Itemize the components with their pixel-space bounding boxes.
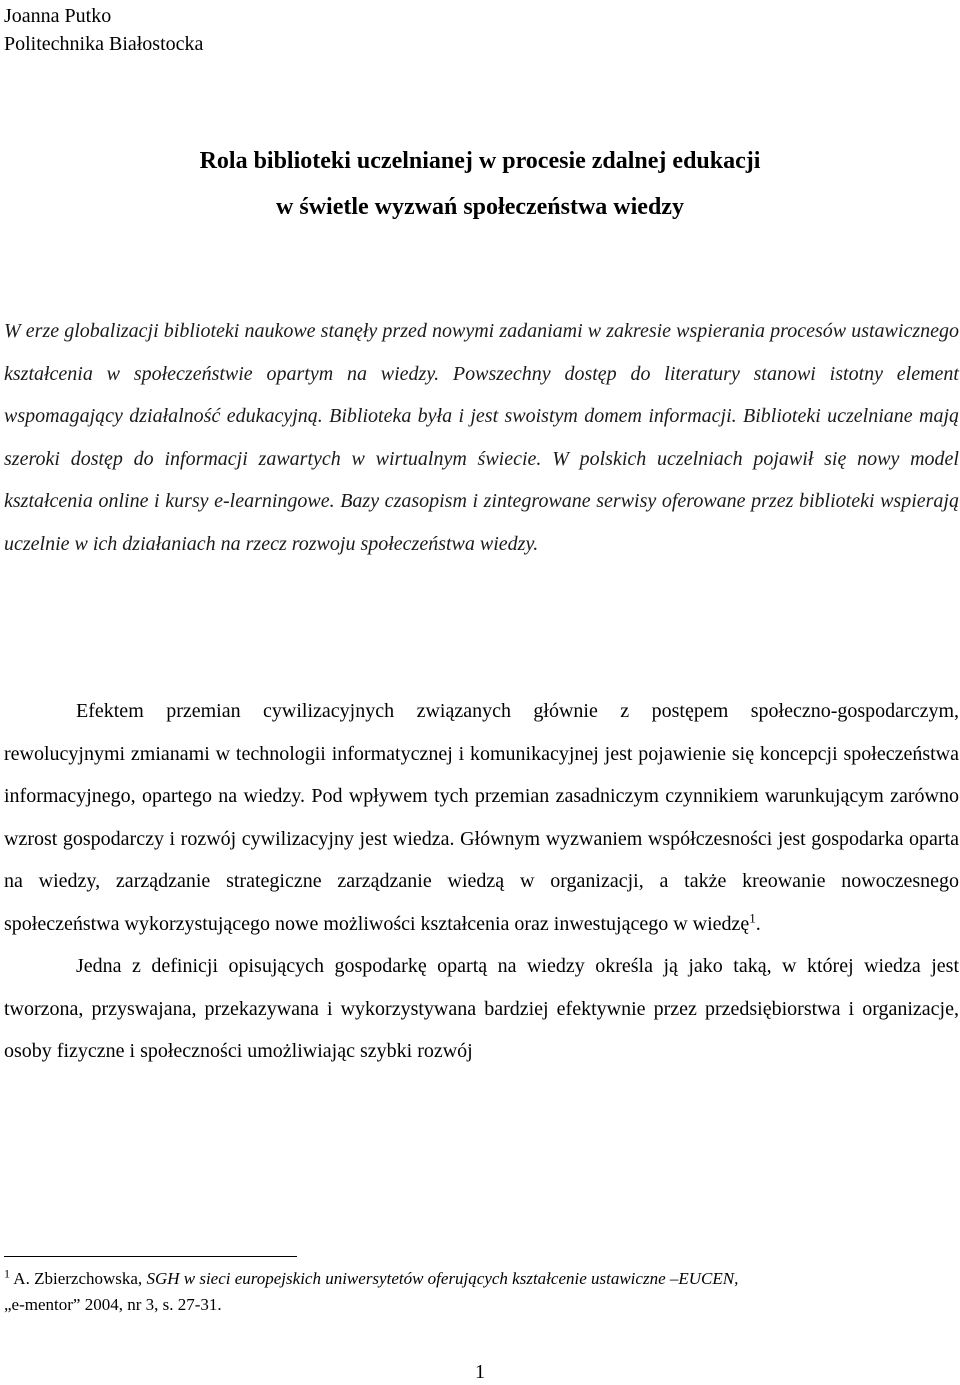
title-line-2: w świetle wyzwań społeczeństwa wiedzy bbox=[276, 194, 684, 220]
footnote-reference: 1 bbox=[749, 909, 756, 925]
body-text bbox=[4, 690, 959, 1073]
paragraph-1-text: Efektem przemian cywilizacyjnych związanych głównie z postępem społeczno-gospodarczym, rewolucyjnymi zmianami w technologii informatycznej i komunikacyjnej jest pojawienie się koncepcji społeczeństwa informacyjnego, opartego na wiedzy. Pod wpływem tych przemian zasadniczym czynnikiem warunkującym zarówno wzrost gospodarczy i rozwój cywilizacyjny jest wiedza. Głównym wyzwaniem współczesności jest gospodarka oparta na wiedzy, zarządzanie strategiczne zarządzanie wiedzą w organizacji, a także kreowanie nowoczesnego społeczeństwa wykorzystującego nowe możliwości kształcenia oraz inwestującego w wiedzę bbox=[4, 700, 959, 935]
paragraph-1 bbox=[4, 690, 959, 945]
footnote-author: A. Zbierzchowska, bbox=[10, 1269, 147, 1288]
footnote-separator bbox=[4, 1256, 297, 1257]
abstract: W erze globalizacji biblioteki naukowe stanęły przed nowymi zadaniami w zakresie wspierania procesów ustawicznego kształcenia w społeczeństwie opartym na wiedzy. Powszechny dostęp do literatury stanowi istotny element wspomagający działalność edukacyjną. Biblioteka była i jest swoistym domem informacji. Biblioteki uczelniane mają szeroki dostęp do informacji zawartych w wirtualnym świecie. W polskich uczelniach pojawił się nowy model kształcenia online i kursy e-learningowe. Bazy czasopism i zintegrowane serwisy oferowane przez biblioteki wspierają uczelnie w ich działaniach na rzecz rozwoju społeczeństwa wiedzy. bbox=[4, 320, 959, 555]
title-line-1: Rola biblioteki uczelnianej w procesie zdalnej edukacji bbox=[199, 148, 761, 174]
paragraph-1-end: . bbox=[755, 912, 761, 935]
author-affiliation: Politechnika Białostocka bbox=[4, 33, 204, 55]
footnote-source: „e-mentor” 2004, nr 3, s. 27-31. bbox=[4, 1295, 222, 1314]
paper-title bbox=[0, 138, 960, 230]
footnote-mark: 1 bbox=[4, 1266, 10, 1281]
footnote-title: SGH w sieci europejskich uniwersytetów oferujących kształcenie ustawiczne –EUCEN, bbox=[146, 1269, 739, 1288]
author-name: Joanna Putko bbox=[4, 5, 112, 27]
paragraph-2: Jedna z definicji opisujących gospodarkę opartą na wiedzy określa ją jako taką, w której wiedza jest tworzona, przyswajana, przekazywana i wykorzystywana bardziej efektywnie przez przedsiębiorstwa i organizacje, osoby fizyczne i społeczności umożliwiając szybki rozwój bbox=[4, 955, 959, 1062]
footnote bbox=[4, 1266, 954, 1318]
author-block bbox=[4, 2, 203, 58]
page-number: 1 bbox=[475, 1361, 485, 1383]
